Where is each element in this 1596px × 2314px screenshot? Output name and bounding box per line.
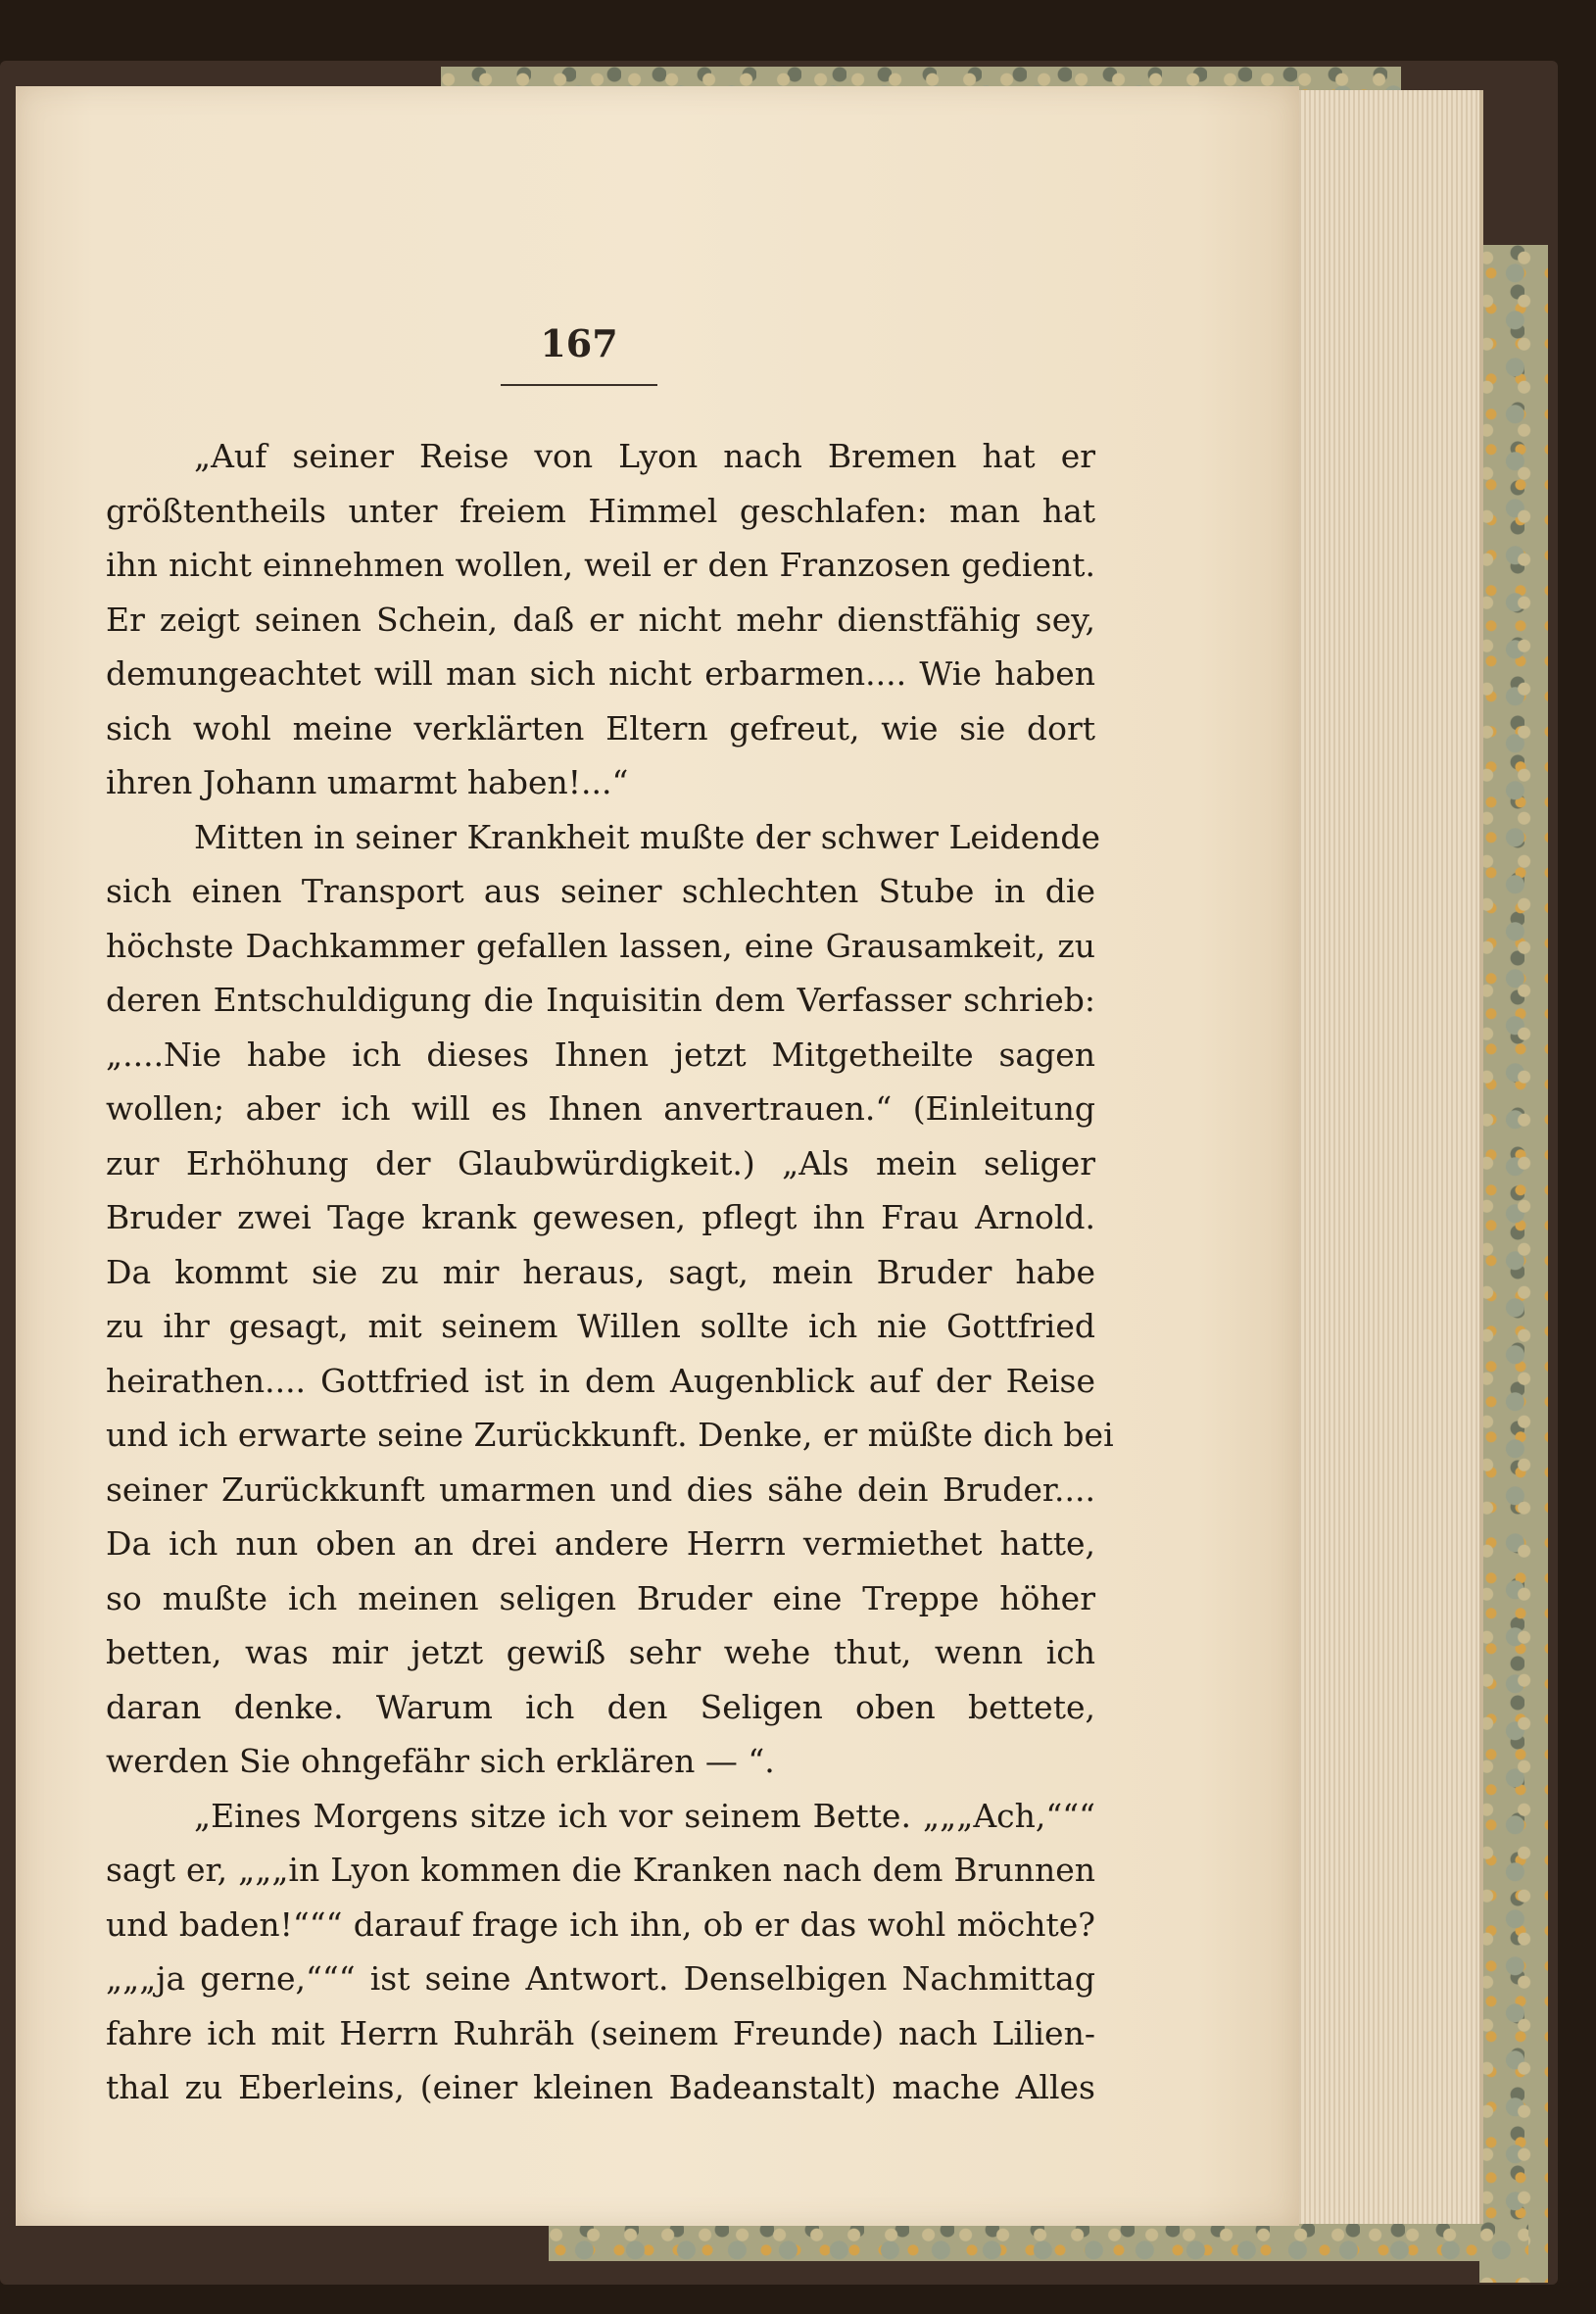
- text-line: deren Entschuldigung die Inquisitin dem Verfasser schrieb:: [106, 981, 1095, 1019]
- text-line: und baden!“““ darauf frage ich ihn, ob er das wohl möchte?: [106, 1904, 1095, 1944]
- text-line: größtentheils unter freiem Himmel geschlafen: man hat: [106, 491, 1095, 530]
- text-line: „....Nie habe ich dieses Ihnen jetzt Mitgetheilte sagen: [106, 1035, 1095, 1074]
- marbled-edge-right: [1479, 245, 1548, 2283]
- text-line: werden Sie ohngefähr sich erklären — “.: [106, 1742, 775, 1780]
- page-number: 167: [540, 321, 618, 365]
- text-line: thal zu Eberleins, (einer kleinen Badeanstalt) mache Alles: [106, 2068, 1095, 2106]
- text-line: Da kommt sie zu mir heraus, sagt, mein Bruder habe: [106, 1252, 1095, 1291]
- text-line: höchste Dachkammer gefallen lassen, eine Grausamkeit, zu: [106, 926, 1095, 965]
- text-line: zur Erhöhung der Glaubwürdigkeit.) „Als mein seliger: [106, 1143, 1095, 1182]
- text-line: so mußte ich meinen seligen Bruder eine Treppe höher: [106, 1578, 1095, 1617]
- text-line: Mitten in seiner Krankheit mußte der schwer Leidende: [194, 817, 1100, 856]
- text-line: seiner Zurückkunft umarmen und dies sähe dein Bruder....: [106, 1470, 1095, 1509]
- text-line: zu ihr gesagt, mit seinem Willen sollte ich nie Gottfried: [106, 1307, 1095, 1345]
- text-line: wollen; aber ich will es Ihnen anvertrauen.“ (Einleitung: [106, 1089, 1095, 1128]
- text-line: sagt er, „„„in Lyon kommen die Kranken nach dem Brunnen: [106, 1851, 1095, 1889]
- text-line: ihn nicht einnehmen wollen, weil er den Franzosen gedient.: [106, 546, 1095, 584]
- text-line: Er zeigt seinen Schein, daß er nicht mehr dienstfähig sey,: [106, 600, 1095, 639]
- book-page: [16, 86, 1299, 2226]
- text-line: Da ich nun oben an drei andere Herrn vermiethet hatte,: [106, 1524, 1095, 1563]
- text-line: und ich erwarte seine Zurückkunft. Denke, er müßte dich bei: [106, 1416, 1114, 1454]
- text-line: sich einen Transport aus seiner schlechten Stube in die: [106, 872, 1095, 910]
- text-line: „„„ja gerne,“““ ist seine Antwort. Denselbigen Nachmittag: [106, 1959, 1095, 1998]
- text-line: „Auf seiner Reise von Lyon nach Bremen hat er: [194, 437, 1095, 475]
- page-stack: [1291, 90, 1483, 2224]
- body-text: [106, 429, 1114, 2115]
- text-line: daran denke. Warum ich den Seligen oben bettete,: [106, 1687, 1095, 1726]
- text-line: betten, was mir jetzt gewiß sehr wehe thut, wenn ich: [106, 1633, 1095, 1671]
- text-line: „Eines Morgens sitze ich vor seinem Bette. „„„Ach,“““: [194, 1796, 1095, 1835]
- text-line: sich wohl meine verklärten Eltern gefreut, wie sie dort: [106, 708, 1095, 747]
- text-line: ihren Johann umarmt haben!...“: [106, 763, 629, 801]
- text-line: heirathen.... Gottfried ist in dem Augenblick auf der Reise: [106, 1361, 1095, 1400]
- header-rule: [501, 384, 657, 386]
- text-line: demungeachtet will man sich nicht erbarmen.... Wie haben: [106, 654, 1095, 693]
- text-line: Bruder zwei Tage krank gewesen, pflegt ihn Frau Arnold.: [106, 1198, 1095, 1236]
- marbled-edge-bottom: [549, 2222, 1528, 2261]
- text-line: fahre ich mit Herrn Ruhräh (seinem Freunde) nach Lilien-: [106, 2013, 1095, 2052]
